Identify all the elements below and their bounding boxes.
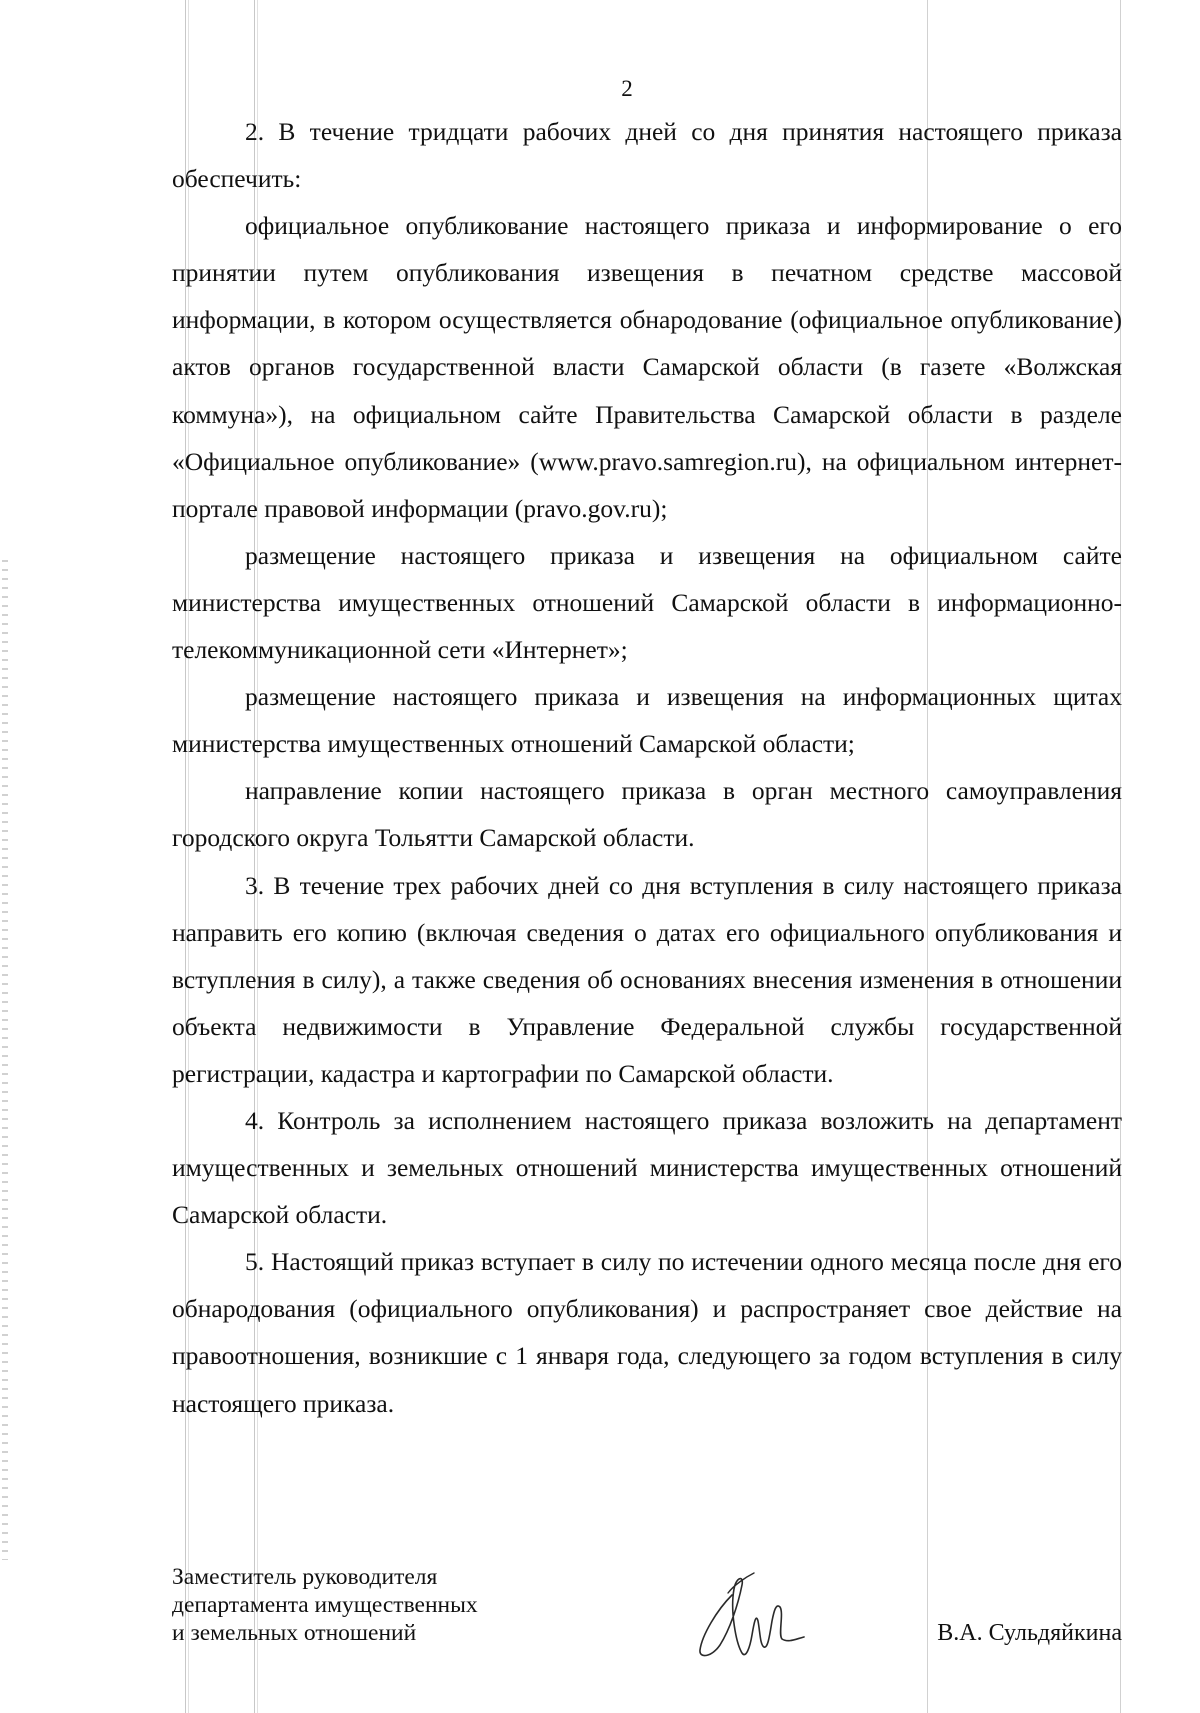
paragraph-info-boards: размещение настоящего приказа и извещения на информационных щитах министерства имущественных отношений Самарской области; (172, 682, 1122, 759)
signatory-position-line: и земельных отношений (172, 1620, 417, 1646)
signatory-position-line: департамента имущественных (172, 1592, 478, 1618)
document-body (172, 108, 1122, 1427)
paragraph-copy-to-local-government: направление копии настоящего приказа в орган местного самоуправления городского округа Тольятти Самарской области. (172, 776, 1122, 853)
paragraph-clause-3: 3. В течение трех рабочих дней со дня вступления в силу настоящего приказа направить его копию (включая сведения о датах его официального опубликования и вступления в силу), а также сведения об основаниях внесения изменения в отношении объекта недвижимости в Управление Федеральной службы государственной регистрации, кадастра и картографии по Самарской области. (172, 870, 1122, 1088)
signatory-position (172, 1563, 478, 1647)
signatory-name: В.А. Сульдяйкина (937, 1620, 1122, 1646)
paragraph-official-publication: официальное опубликование настоящего приказа и информирование о его принятии путем опубликования извещения в печатном средстве массовой информации, в котором осуществляется обнародование (официальное опубликование) актов органов государственной власти Самарской области (в газете «Волжская коммуна»), на официальном сайте Правительства Самарской области в разделе «Официальное опубликование» (www.pravo.samregion.ru), на официальном интернет-портале правовой информации (pravo.gov.ru); (172, 211, 1122, 523)
paragraph-website-posting: размещение настоящего приказа и извещения на официальном сайте министерства имущественных отношений Самарской области в информационно-телекоммуникационной сети «Интернет»; (172, 540, 1122, 665)
page-number: 2 (621, 76, 633, 101)
handwritten-signature-icon (672, 1555, 812, 1665)
signatory-position-line: Заместитель руководителя (172, 1564, 438, 1590)
paragraph-clause-2: 2. В течение тридцати рабочих дней со дня принятия настоящего приказа обеспечить: (172, 117, 1122, 194)
signature-block (172, 1563, 1122, 1703)
paragraph-clause-4: 4. Контроль за исполнением настоящего приказа возложить на департамент имущественных и земельных отношений министерства имущественных отношений Самарской области. (172, 1105, 1122, 1230)
paragraph-clause-5: 5. Настоящий приказ вступает в силу по истечении одного месяца после дня его обнародования (официального опубликования) и распространяет свое действие на правоотношения, возникшие с 1 января года, следующего за годом вступления в силу настоящего приказа. (172, 1247, 1122, 1418)
scan-edge-noise (2, 560, 8, 1560)
